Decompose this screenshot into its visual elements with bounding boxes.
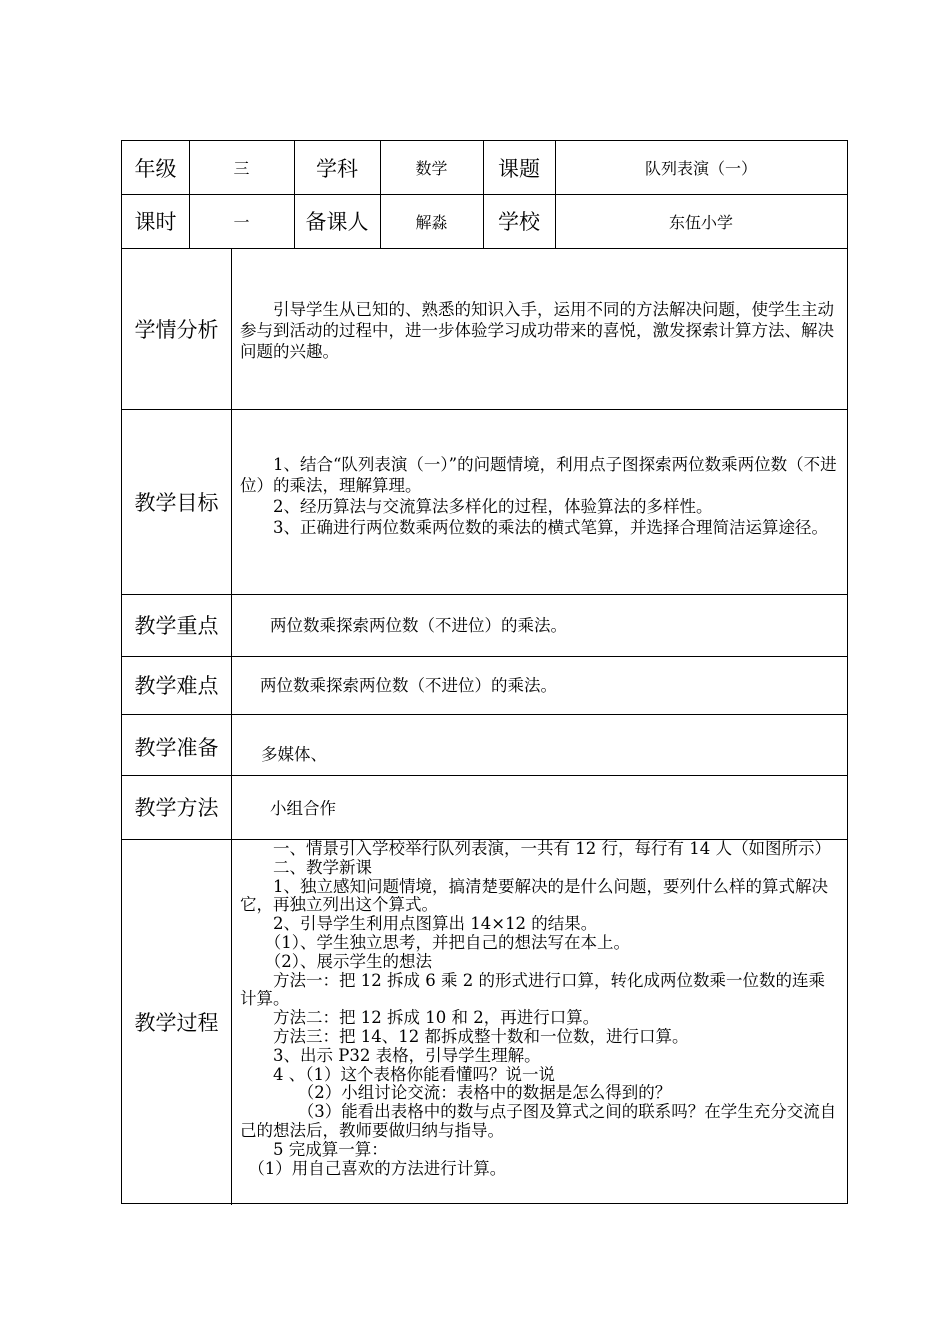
col-divider (231, 248, 232, 1205)
process-line: 4 、（1）这个表格你能看懂吗？说一说 (240, 1064, 555, 1084)
difficulty-label: 教学难点 (134, 674, 219, 698)
period-value: 一 (233, 212, 250, 232)
topic-label: 课题 (498, 156, 540, 181)
process-line: 1、独立感知问题情境，搞清楚要解决的是什么问题，要列什么样的算式解决它，再独立列出这个算式。 (240, 876, 828, 915)
analysis-content (240, 299, 839, 362)
grade-value: 三 (233, 159, 250, 178)
process-line: 2、引导学生利用点图算出 14×12 的结果。 (240, 914, 598, 934)
preparation-text: 多媒体、 (261, 745, 327, 764)
preparation-label: 教学准备 (134, 736, 219, 760)
process-line: 一、情景引入学校举行队列表演，一共有 12 行，每行有 14 人（如图所示） (240, 839, 831, 858)
process-line: 二、教学新课 (240, 857, 372, 877)
process-line: 方法二：把 12 拆成 10 和 2，再进行口算。 (240, 1008, 600, 1028)
objectives-label: 教学目标 (134, 490, 219, 515)
process-line: 5 完成算一算： (240, 1139, 388, 1159)
objective-item: 2、经历算法与交流算法多样化的过程，体验算法的多样性。 (240, 497, 713, 516)
preparer-label: 备课人 (305, 210, 369, 234)
analysis-text: 引导学生从已知的、熟悉的知识入手，运用不同的方法解决问题，使学生主动参与到活动的过程中，进一步体验学习成功带来的喜悦，激发探索计算方法、解决问题的兴趣。 (240, 300, 834, 361)
process-line: 方法一：把 12 拆成 6 乘 2 的形式进行口算，转化成两位数乘一位数的连乘计算。 (240, 970, 825, 1009)
school-value: 东伍小学 (668, 212, 733, 232)
method-label: 教学方法 (134, 796, 219, 820)
process-line: （1）、学生独立思考，并把自己的想法写在本上。 (240, 932, 630, 952)
school-label: 学校 (498, 210, 540, 234)
key-point-text: 两位数乘探索两位数（不进位）的乘法。 (270, 616, 567, 635)
key-point-label: 教学重点 (134, 614, 219, 638)
process-content (240, 840, 839, 1178)
objective-item: 1、结合“队列表演（一）”的问题情境，利用点子图探索两位数乘两位数（不进位）的乘法，理解算理。 (240, 455, 837, 495)
process-line: （2）、展示学生的想法 (240, 951, 432, 971)
subject-label: 学科 (316, 156, 358, 181)
process-label: 教学过程 (134, 1011, 219, 1035)
analysis-label: 学情分析 (134, 317, 219, 342)
process-line: （2）小组讨论交流：表格中的数据是怎么得到的？ (240, 1083, 672, 1103)
objective-item: 3、正确进行两位数乘两位数的乘法的横式笔算，并选择合理简洁运算途径。 (240, 518, 828, 537)
method-text: 小组合作 (270, 799, 336, 818)
objectives-content (240, 454, 839, 538)
difficulty-text: 两位数乘探索两位数（不进位）的乘法。 (260, 676, 557, 695)
process-line: （1）用自己喜欢的方法进行计算。 (240, 1158, 507, 1178)
topic-value: 队列表演（一） (644, 159, 757, 178)
period-label: 课时 (134, 210, 177, 234)
process-line: 3、出示 P32 表格，引导学生理解。 (240, 1045, 541, 1065)
preparer-value: 解淼 (415, 212, 448, 232)
process-line: （3）能看出表格中的数与点子图及算式之间的联系吗？在学生充分交流自己的想法后，教师要做归纳与指导。 (240, 1102, 837, 1140)
grade-label: 年级 (134, 156, 177, 181)
lesson-plan-table (121, 140, 848, 1204)
process-line: 方法三：把 14、12 都拆成整十数和一位数，进行口算。 (240, 1026, 689, 1046)
subject-value: 数学 (415, 159, 448, 178)
